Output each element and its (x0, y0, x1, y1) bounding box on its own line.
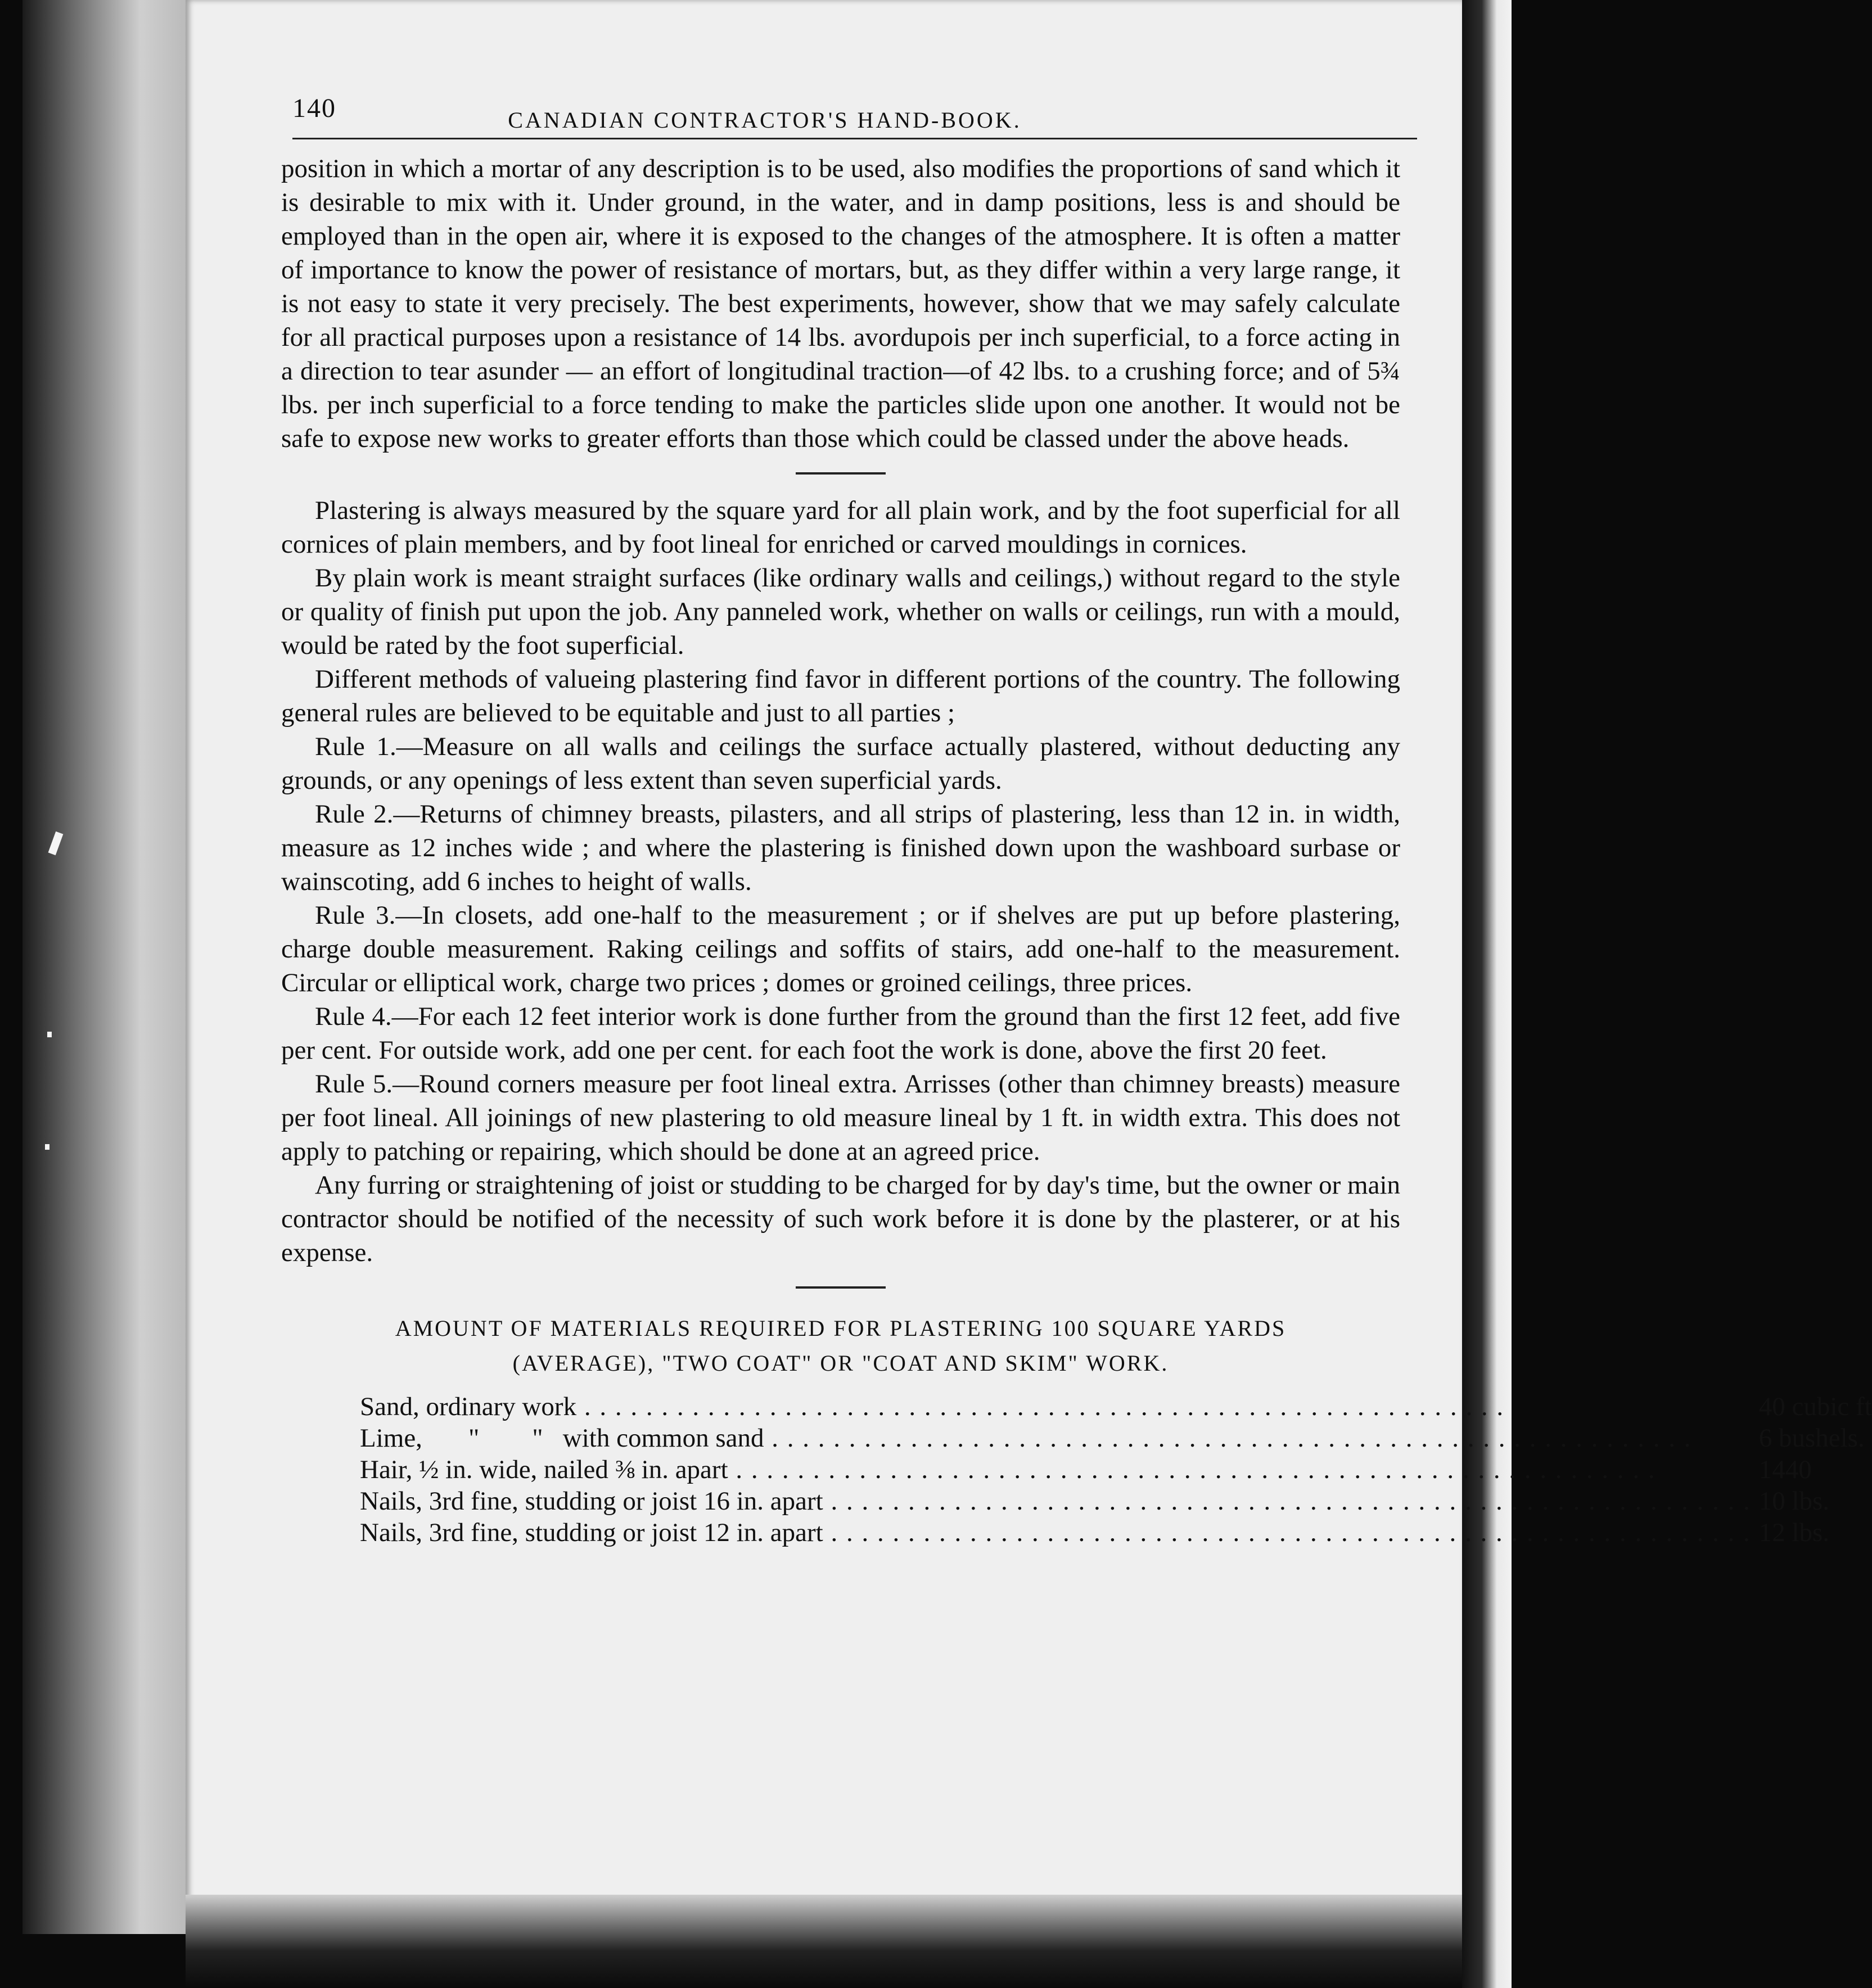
paragraph-furring: Any furring or straightening of joist or studding to be charged for by day's time, but the owner or main contractor should be notified of the necessity of such work before it is done by the plasterer, or at his expense. (281, 1171, 1400, 1267)
material-item: Lime, " " with common sand (360, 1424, 764, 1453)
materials-table-title (281, 1311, 1400, 1381)
material-item: Hair, ½ in. wide, nailed ⅜ in. apart (360, 1455, 728, 1484)
material-item: Sand, ordinary work (360, 1392, 577, 1421)
paragraph-rule-4: Rule 4.—For each 12 feet interior work is done further from the ground than the first 12 feet, add five per cent. For outside work, add one per cent. for each foot the work is done, above the first 20 feet. (281, 1002, 1400, 1065)
section-divider (796, 1286, 886, 1289)
paragraph-rule-2: Rule 2.—Returns of chimney breasts, pilasters, and all strips of plastering, less than 12 in. in width, measure as 12 inches wide ; and where the plastering is finished down upon the washboard surbase or wainscoting, add 6 inches to height of walls. (281, 799, 1400, 896)
scan-speck (47, 1032, 52, 1037)
dot-leader (764, 1424, 1692, 1453)
paragraph-plastering-measure: Plastering is always measured by the square yard for all plain work, and by the foot superficial for all cornices of plain members, and by foot lineal for enriched or carved mouldings in cornices. (281, 496, 1400, 559)
table-row (360, 1391, 1872, 1422)
dot-leader (823, 1487, 1751, 1516)
paragraph-mortar-continuation: position in which a mortar of any description is to be used, also modifies the proportions of sand which it is desirable to mix with it. Under ground, in the water, and in damp positions, less is and should be employed than in the open air, where it is exposed to the changes of the atmosphere. It is often a matter of importance to know the power of resistance of mortars, but, as they differ within a very large range, it is not easy to state it very precisely. The best experiments, however, show that we may safely calculate for all practical purposes upon a resistance of 14 lbs. avordupois per inch superficial, to a force acting in a direction to tear asunder — an effort of longitudinal traction—of 42 lbs. to a crushing force; and of 5¾ lbs. per inch superficial to a force tending to make the particles slide upon one another. It would not be safe to expose new works to greater efforts than those which could be classed under the above heads. (281, 154, 1400, 453)
table-title-line-1: AMOUNT OF MATERIALS REQUIRED FOR PLASTERING 100 SQUARE YARDS (395, 1316, 1287, 1341)
material-amount: 1440 (1758, 1455, 1812, 1484)
material-item: Nails, 3rd fine, studding or joist 16 in. apart (360, 1487, 823, 1516)
header-rule (292, 138, 1417, 139)
material-item: Nails, 3rd fine, studding or joist 12 in. apart (360, 1518, 823, 1547)
book-page (186, 0, 1872, 1912)
dot-leader (576, 1392, 1504, 1421)
material-amount: 6 bushels. (1758, 1424, 1865, 1453)
page-bottom-shadow (186, 1895, 1462, 1988)
materials-table (360, 1391, 1872, 1548)
page-number: 140 (292, 93, 336, 123)
material-amount: 40 cubic ft (1758, 1392, 1872, 1421)
table-row (360, 1485, 1872, 1517)
table-row (360, 1422, 1872, 1454)
table-title-line-2: (AVERAGE), "TWO COAT" OR "COAT AND SKIM" WORK. (512, 1350, 1169, 1376)
page-header (292, 93, 1406, 143)
paragraph-rule-3: Rule 3.—In closets, add one-half to the measurement ; or if shelves are put up before plastering, charge double measurement. Raking ceilings and soffits of stairs, add one-half to the measurement. Circular or elliptical work, charge two prices ; domes or groined ceilings, three prices. (281, 901, 1400, 997)
facing-page-edge (1462, 0, 1512, 1988)
paragraph-plain-work: By plain work is meant straight surfaces (like ordinary walls and ceilings,) without regard to the style or quality of finish put upon the job. Any panneled work, whether on walls or ceilings, run with a mould, would be rated by the foot superficial. (281, 563, 1400, 660)
running-head: CANADIAN CONTRACTOR'S HAND-BOOK. (508, 107, 1022, 133)
table-row (360, 1517, 1872, 1548)
table-row (360, 1454, 1872, 1485)
paragraph-valuing-methods: Different methods of valueing plastering find favor in different portions of the country. The following general rules are believed to be equitable and just to all parties ; (281, 665, 1400, 728)
paragraph-rule-5: Rule 5.—Round corners measure per foot lineal extra. Arrisses (other than chimney breasts) measure per foot lineal. All joinings of new plastering to old measure lineal by 1 ft. in width extra. This does not apply to patching or repairing, which should be done at an agreed price. (281, 1069, 1400, 1166)
material-amount: 12 lbs. (1758, 1518, 1830, 1547)
dot-leader (823, 1518, 1751, 1547)
dot-leader (728, 1455, 1656, 1484)
scan-speck (45, 1144, 49, 1150)
book-page-edges (22, 0, 191, 1934)
paragraph-rule-1: Rule 1.—Measure on all walls and ceilings the surface actually plastered, without deducting any grounds, or any openings of less extent than seven superficial yards. (281, 732, 1400, 795)
section-divider (796, 472, 886, 475)
material-amount: 10 lbs. (1758, 1487, 1830, 1516)
page-body (281, 152, 1872, 1548)
